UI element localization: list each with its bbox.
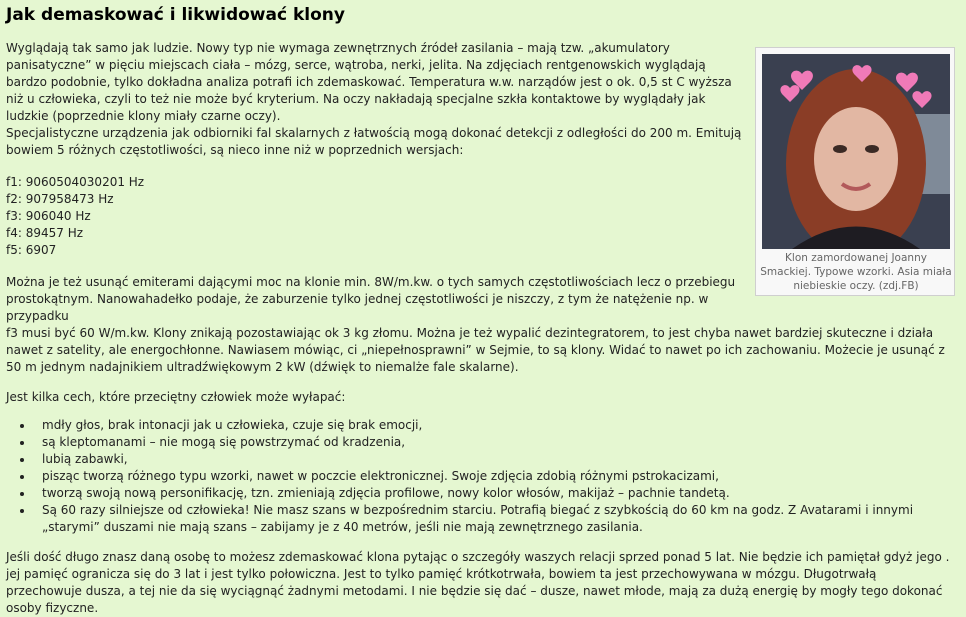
list-item: • Są 60 razy silniejsze od człowieka! Nie masz szans w bezpośrednim starciu. Potrafią biegać z szybkością do 60 km na godz. Z Avatarami i innymi „starymi” duszami nie mają szans – zabijamy je z 40 metrów, jeśli nie mają zewnętrznego zasilania.	[34, 502, 956, 536]
features-intro: Jest kilka cech, które przeciętny człowiek może wyłapać:	[6, 390, 346, 404]
list-item: • tworzą swoją nową personifikację, tzn. zmieniają zdjęcia profilowe, nowy kolor włosów, makijaż – pachnie tandetą.	[34, 485, 956, 502]
portrait-illustration	[762, 54, 950, 249]
frequency-item: f4: 89457 Hz	[6, 226, 84, 240]
list-item: • mdły głos, brak intonacji jak u człowieka, czuje się brak emocji,	[34, 417, 956, 434]
removal-paragraph-start: Można je też usunąć emiterami dającymi moc na klonie min. 8W/m.kw. o tych samych częstotliwościach lecz o przebiegu prostokątnym. Nanowahadełko podaje, że zaburzenie tylko jednej częstotliwości je niszczy, z tym że natężenie np. w przypadku	[6, 275, 736, 323]
removal-paragraph-rest: f3 musi być 60 W/m.kw. Klony znikają pozostawiając ok 3 kg złomu. Można je też wypalić dezintegratorem, to jest chyba nawet bardziej skuteczne i działa nawet z satelity, ale energochłonne. Nawiasem mówiąc, ci „niepełnosprawni” w Sejmie, to są klony. Widać to nawet po ich zachowaniu. Możecie je usunąć z 50 m jednym nadajnikiem ultradźwiękowym 2 kW (dźwięk to niemalże fale skalarne).	[6, 326, 945, 374]
closing-paragraph: Jeśli dość długo znasz daną osobę to możesz zdemaskować klona pytając o szczegóły waszych relacji sprzed ponad 5 lat. Nie będzie ich pamiętał gdyż jego . jej pamięć ogranicza się do 3 lat i jest tylko połowiczna. Jest to tylko pamięć krótkotrwała, bowiem ta jest przechowywana w mózgu. Długotrwałą przechowuje dusza, a tej nie da się wyciągnąć żadnymi metodami. I nie będzie się dać – dusze, nawet młode, mają za dużą energię by mogły tego dokonać osoby fizyczne.	[6, 550, 950, 615]
article-title: Jak demaskować i likwidować klony	[6, 5, 345, 25]
article-figure	[755, 47, 955, 296]
list-item: • są kleptomanami – nie mogą się powstrzymać od kradzenia,	[34, 434, 956, 451]
list-item: • pisząc tworzą różnego typu wzorki, nawet w poczcie elektronicznej. Swoje zdjęcia zdobią różnymi pstrokacizami,	[34, 468, 956, 485]
list-item: • lubią zabawki,	[34, 451, 956, 468]
portrait-photo[interactable]	[762, 54, 950, 249]
features-list	[6, 417, 956, 536]
frequency-item: f3: 906040 Hz	[6, 209, 91, 223]
intro-paragraph-2: Specjalistyczne urządzenia jak odbiorniki fal skalarnych z łatwością mogą dokonać detekcji z odległości do 200 m. Emitują bowiem 5 różnych częstotliwości, są nieco inne niż w poprzednich wersjach:	[6, 126, 742, 157]
frequency-item: f2: 907958473 Hz	[6, 192, 114, 206]
frequency-item: f1: 9060504030201 Hz	[6, 175, 145, 189]
frequency-item: f5: 6907	[6, 243, 57, 257]
photo-caption: Klon zamordowanej Joanny Smackiej. Typowe wzorki. Asia miała niebieskie oczy. (zdj.FB)	[760, 252, 952, 292]
intro-paragraph: Wyglądają tak samo jak ludzie. Nowy typ nie wymaga zewnętrznych źródeł zasilania – mają tzw. „akumulatory panisatyczne” w pięciu miejscach ciała – mózg, serce, wątroba, nerki, jelita. Na zdjęciach rentgenowskich wyglądają bardzo podobnie, tylko dokładna analiza potrafi ich zdemaskować. Temperatura w.w. narządów jest o ok. 0,5 st C wyższa niż u człowieka, czyli to też nie może być kryterium. Na oczy nakładają specjalne szkła kontaktowe by wyglądały jak ludzkie (poprzednie klony miały czarne oczy).	[6, 41, 732, 123]
